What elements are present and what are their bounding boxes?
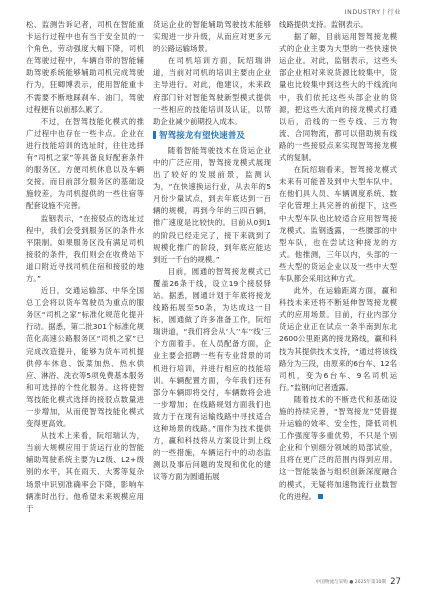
paragraph: 线路提供支持。监钢表示。: [279, 20, 368, 29]
paragraph: 此外，在运输距离方面，赢和科技未来还将不断延伸智驾接龙模式的应用场景。目前，行业内部分货运企业正在试点一条半南到东北2600公里距离的接龙路线，赢和科技为其提供技术支持，“通过将该线路分为三段，由原来的6台车、12名司机，变为6台车、9名司机运行。”监钢向记者透露。: [279, 286, 397, 392]
paragraph: 松、监测告诉记者，司机在智能重卡运行过程中也有当于安全员的一个角色，劳动强度大幅下降，司机在驾驶过程中，车辆自带的智能辅助驾驶系统能够辅助司机完成驾驶行为，狂卿博表示，使用智能重卡不需要不断地踩刹车、油门，驾驶过程便有以前那么累了。: [26, 20, 144, 114]
page-footer: [316, 577, 401, 587]
paragraph: 在阮绍瑞看来，智驾接龙模式未来有可能普及到中大型车队中。在他们具人员、车辆调度系统、数字化管理上具完善的前提下，这些中大型车队也比较适合应用智驾接龙模式。监钢透露，一些腰部的中型车队，也在尝试这种接龙的方式。他推测，三年以内，头部的一些大型的货运企业以及一些中大型车队都会采用这种方式。: [279, 165, 397, 283]
paragraph: 在司机培训方面，阮绍瑞讲道，当前对司机的培训主要由企业主导进行。对此，他建议，未来政府部门针对智能驾驶新型模式提供一些相应的技能培训及认证，以帮助企业减少前期投入成本。: [153, 56, 271, 126]
paragraph-final: [279, 394, 397, 503]
page-number: 27: [390, 577, 401, 587]
paragraph: 从技术上来看，阮绍瑞认为，当前大规模应用于货运行业的智能辅助驾驶系统主要为L2级、L2+级别的水平，其在雨天、大雾等复杂场景中识别准确率会下降，影响车辆准时出行。他希望未来规模应用于: [26, 431, 144, 513]
article-end-mark-icon: [318, 494, 323, 499]
article-column-1: [26, 19, 144, 565]
paragraph: 货运企业的智能辅助驾驶技术能够实现进一步升级，从而应对更多元的公路运输场景。: [153, 20, 271, 54]
paragraph: 近日，交通运输部、中华全国总工会将以货车驾驶员为重点的服务区“司机之家”标准化规范化提升行动。据悉，第二批301个标准化规范化高速公路服务区“司机之家”已完成改造提升，能够为货车司机提供停车休息、饭菜加热、热水供应、淋浴、洗衣等5项免费基本服务和可选择的个性化服务。这将使智驾技能化模式选择的接驳点数量进一步增加，从而使智驾技能化模式变得更高效。: [26, 286, 144, 429]
article-column-2: [153, 19, 271, 565]
magazine-issue: 中国物流与采购 ● 2025年第10期: [315, 580, 387, 585]
paragraph-text: 随着技术的不断迭代和基础设施的持续完善，“智驾接龙”凭借提升运输的效率、安全性，降低司机工作强度等多重优势，不只是个别企业和个别细分领域的局部试验，且将在更广泛的范围内得到应用。这一智能装备与组织创新深度融合的模式，无疑将加速物流行业数智化的进程。: [279, 394, 397, 501]
paragraph: 随着智能驾驶技术在货运企业中的广泛应用，智驾接龙模式展现出了较好的发展前景，监测认为，“在快速换运行业，从去年的5月份少量试点，到去年底达到一百辆的规模，再到今年的三四百辆，推广速度是比较快的。目前从0到1的阶段已经走完了，接下来就到了规模化推广的阶段，到年底应能达到近一千台的规模。”: [153, 145, 271, 264]
running-header: INDUSTRY丨行业: [344, 9, 401, 16]
paragraph: 不过，在智驾技能化模式的推广过程中也存在一些卡点。企业在进行技能培训的选址时，往往选择有“司机之家”等具备良好配套条件的服务区。方便司机休息以及车辆交接。而目前部分服务区的基础设施较差，为司机提供的一些住宿等配套设施不完善。: [26, 116, 144, 211]
article-column-3: [279, 19, 397, 565]
paragraph: 据了解，目前运用智驾接龙模式的企业主要为大型的一些快速快运企业。对此，监铟表示，这些头部企业相对来说货源比较集中，货量也比较集中到这些大的干线流向中，我们依托这些头部企业的货源，把这些大流向的接龙模式打通以后，沿线的一些专线、三方物流、合同物流，都可以借助规有线路的一些接驳点来实现智驾接龙模式的复制。: [279, 32, 397, 163]
paragraph: 监铟表示，“在接驳点的选址过程中，我们会受到服务区的条件水平限制。如果服务区没有满足司机接驳的条件，我们则会在收费站下道口附近寻找司机住宿和接驳的地方。”: [26, 213, 144, 283]
paragraph: 目前，圆通的智驾接龙模式已覆盖26条干线，设立19个接驳驿站。据悉，圆通计划于年底将接龙线路拓展至50条，为达成这一目标，圆通做了许多准备工作，阮绍瑞讲道，“我们将会从‘人’‘车’‘线’三个方面着手。在人员配备方面，企业主要会招聘一些有专业背景的司机进行培训，并进行相应的技能培训。车辆配置方面，今年我们还有部分车辆即将交付，车辆数将会进一步增加；在线路规划方面我们也致力于在现有运输线路中寻找适合这种场景的线路。”面作为技术提供方，赢和科技将从方案设计到上线的一些措施，车辆运行中的动态监测以及事后问题的发现和优化的建议等方面为圆通拓展: [153, 266, 271, 482]
section-heading: 智驾接龙有望快速普及: [153, 130, 271, 142]
